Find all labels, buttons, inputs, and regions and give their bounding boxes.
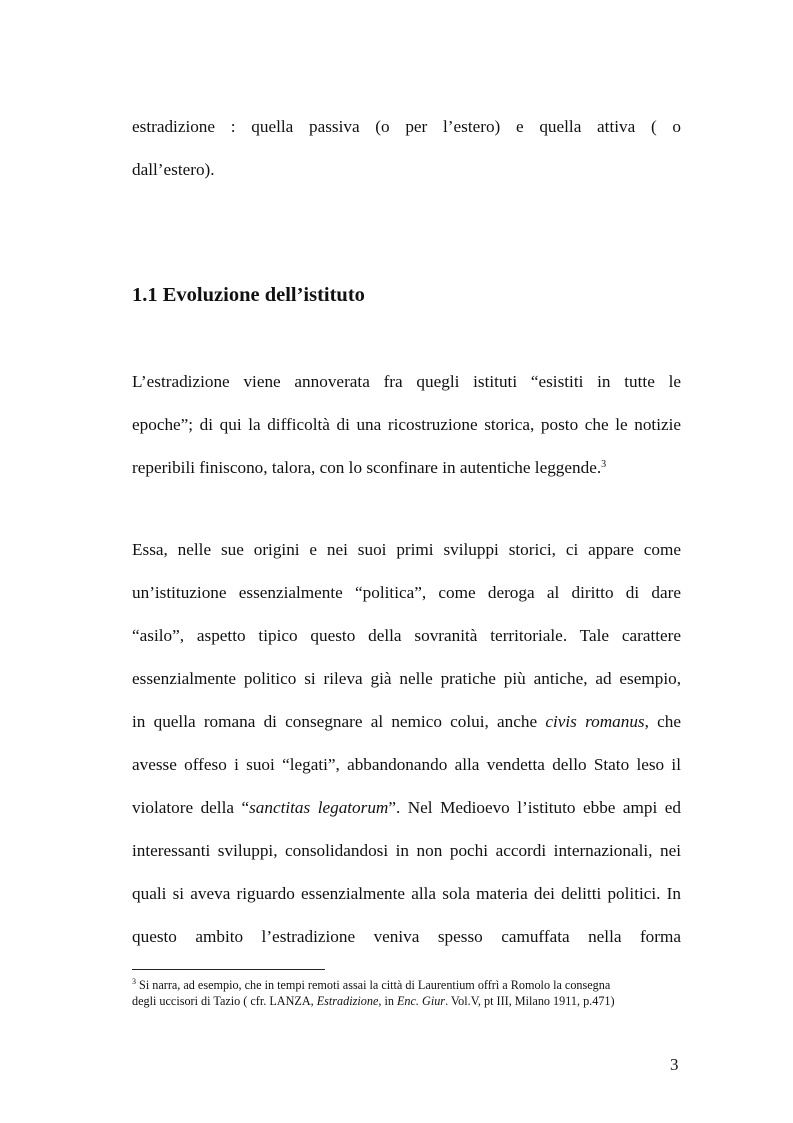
- page-number: 3: [670, 1055, 679, 1074]
- paragraph2-line-7-italic: sanctitas legatorum: [249, 798, 389, 817]
- footnote-line-2-b: , in: [378, 994, 397, 1008]
- paragraph2-line-7-b: ”. Nel Medioevo l’istituto ebbe ampi ed: [388, 798, 681, 817]
- intro-line-2: dall’estero).: [132, 160, 215, 179]
- footnote-line-2-italic-1: Estradizione: [316, 994, 379, 1008]
- paragraph1-line-2: epoche”; di qui la difficoltà di una ricostruzione storica, posto che le notizie: [132, 415, 681, 434]
- footnote-separator: [132, 969, 325, 970]
- footnote-line-2-a: degli uccisori di Tazio ( cfr. LANZA,: [132, 994, 317, 1008]
- paragraph2-line-5-b: , che: [644, 712, 682, 731]
- section-heading: 1.1 Evoluzione dell’istituto: [132, 284, 365, 306]
- paragraph2-line-4: essenzialmente politico si rileva già nelle pratiche più antiche, ad esempio,: [132, 669, 681, 688]
- footnote-number: 3: [132, 977, 136, 986]
- paragraph2-line-6: avesse offeso i suoi “legati”, abbandonando alla vendetta dello Stato leso il: [132, 755, 681, 774]
- paragraph2-line-9: quali si aveva riguardo essenzialmente alla sola materia dei delitti politici. In: [132, 884, 681, 903]
- intro-line-1: estradizione : quella passiva (o per l’estero) e quella attiva ( o: [132, 117, 681, 136]
- footnote-line-1-text: Si narra, ad esempio, che in tempi remoti assai la città di Laurentium offrì a Romolo la consegna: [136, 978, 611, 992]
- paragraph2-line-1: Essa, nelle sue origini e nei suoi primi sviluppi storici, ci appare come: [132, 540, 681, 559]
- footnote-reference[interactable]: 3: [601, 459, 607, 470]
- paragraph1-line-3: [132, 458, 681, 478]
- paragraph2-line-5: [132, 712, 681, 732]
- paragraph2-line-5-italic: civis romanus: [545, 712, 645, 731]
- paragraph2-line-8: interessanti sviluppi, consolidandosi in non pochi accordi internazionali, nei: [132, 841, 681, 860]
- paragraph2-line-7-a: violatore della “: [132, 798, 250, 817]
- footnote-line-2-italic-2: Enc. Giur: [396, 994, 446, 1008]
- footnote-line-2-c: . Vol.V, pt III, Milano 1911, p.471): [445, 994, 615, 1008]
- paragraph2-line-10: questo ambito l’estradizione veniva spesso camuffata nella forma: [132, 927, 681, 946]
- paragraph2-line-3: “asilo”, aspetto tipico questo della sovranità territoriale. Tale carattere: [132, 626, 681, 645]
- footnote-line-2: [132, 994, 681, 1009]
- paragraph2-line-2: un’istituzione essenzialmente “politica”, come deroga al diritto di dare: [132, 583, 681, 602]
- paragraph2-line-5-a: in quella romana di consegnare al nemico colui, anche: [132, 712, 546, 731]
- paragraph2-line-7: [132, 798, 681, 818]
- paragraph1-line-1: L’estradizione viene annoverata fra quegli istituti “esistiti in tutte le: [132, 372, 681, 391]
- footnote-line-1: [132, 978, 681, 993]
- paragraph1-line-3-text: reperibili finiscono, talora, con lo sconfinare in autentiche leggende.: [132, 458, 602, 477]
